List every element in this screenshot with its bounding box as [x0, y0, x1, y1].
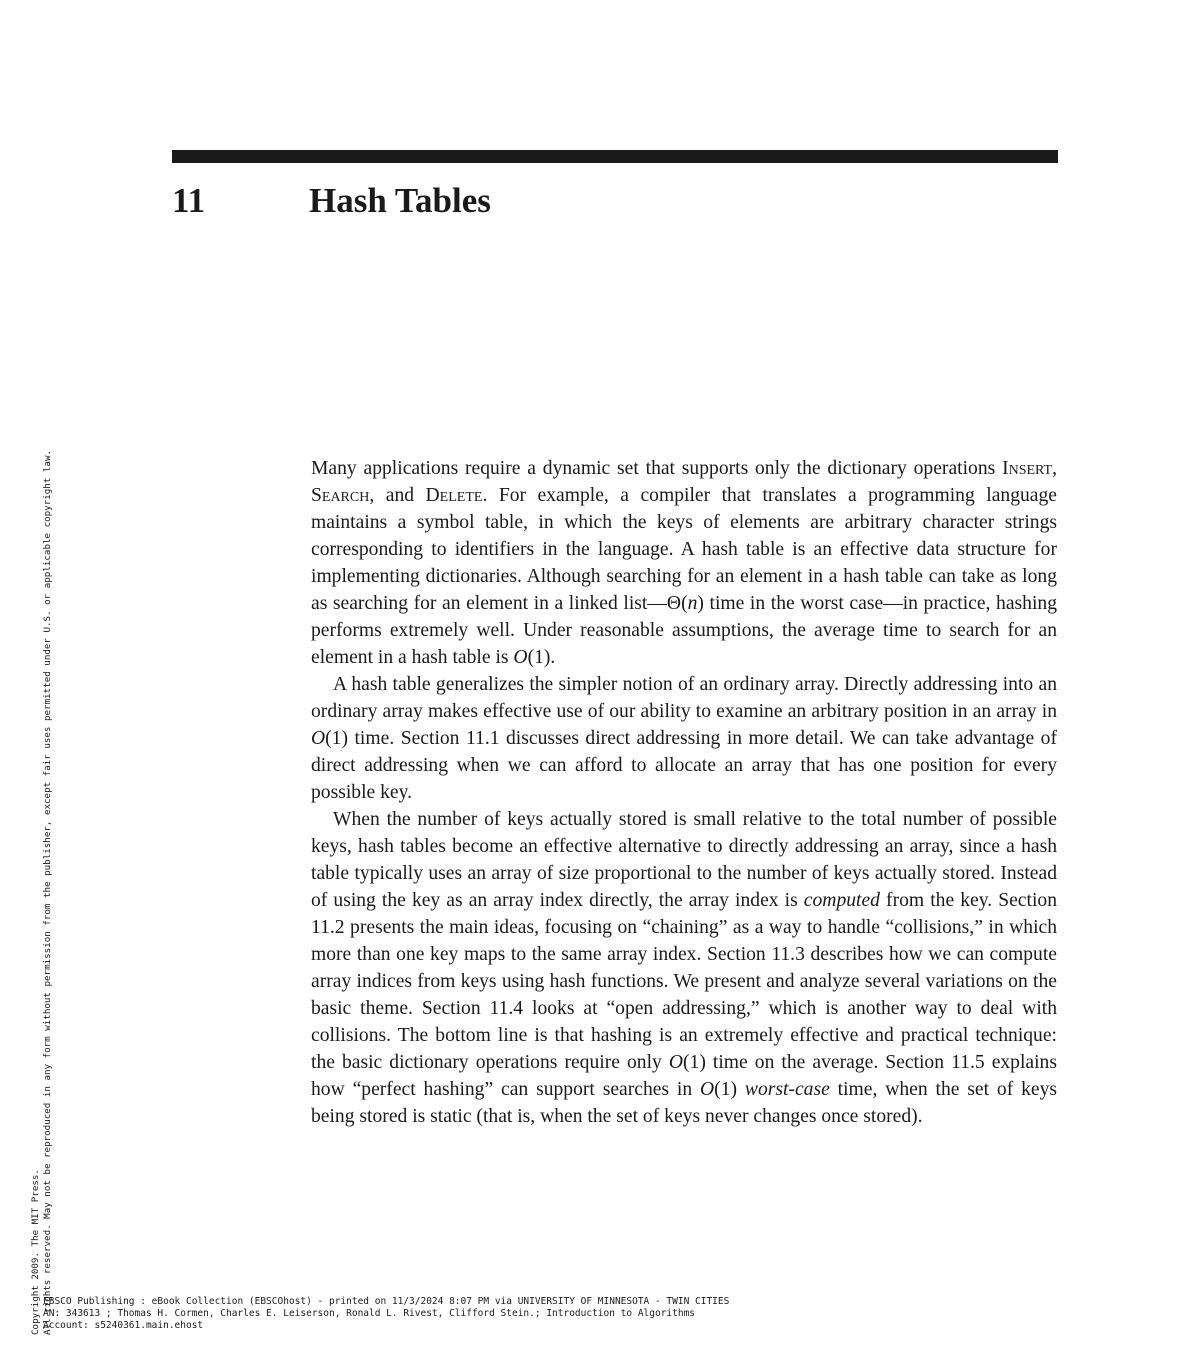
footer-line-2: AN: 343613 ; Thomas H. Cormen, Charles E. Leiserson, Ronald L. Rivest, Clifford Stein.; Introduction to Algorithms [43, 1308, 696, 1319]
text-run: ) time in the worst case—in practice, hashing performs extremely well. Under reasonable assumptions, the average time to search for an element in a hash table is [311, 593, 1057, 668]
operation-name: Delete [425, 485, 483, 506]
emphasis-text: n [687, 593, 698, 614]
footer-line-1: EBSCO Publishing : eBook Collection (EBSCOhost) - printed on 11/3/2024 8:07 PM via UNIVERSITY OF MINNESOTA - TWIN CITIES [43, 1296, 730, 1307]
emphasis-text: O [668, 1052, 684, 1073]
text-run: (1) [714, 1079, 745, 1100]
text-run: time, when the set of keys being stored is static (that is, when the set of keys never changes once stored). [311, 1079, 1057, 1127]
copyright-line-1: Copyright 2009. The MIT Press. [30, 1169, 41, 1335]
text-run: from the key. Section 11.2 presents the main ideas, focusing on “chaining” as a way to handle “collisions,” in which more than one key maps to the same array index. Section 11.3 describes how we can compute array indices from keys using hash functions. We present and analyze several variations on the basic theme. Section 11.4 looks at “open addressing,” which is another way to deal with collisions. The bottom line is that hashing is an extremely effective and practical technique: the basic dictionary operations require only [311, 890, 1057, 1073]
text-run: Many applications require a dynamic set that supports only the dictionary operations [311, 458, 1003, 479]
paragraph-3 [311, 806, 1057, 1130]
chapter-heading-rule [172, 150, 1058, 163]
text-run: When the number of keys actually stored is small relative to the total number of possible keys, hash tables become an effective alternative to directly addressing an array, since a hash table typically uses an array of size proportional to the number of keys actually stored. Instead of using the key as an array index directly, the array index is [311, 809, 1057, 911]
text-run: . For example, a compiler that translates a programming language maintains a symbol table, in which the keys of elements are arbitrary character strings corresponding to identifiers in the language. A hash table is an effective data structure for implementing dictionaries. Although searching for an element in a hash table can take as long as searching for an element in a linked list—Θ( [311, 485, 1057, 614]
chapter-title: Hash Tables [309, 181, 491, 220]
paragraph-1 [311, 455, 1057, 671]
footer-line-3: Account: s5240361.main.ehost [43, 1320, 204, 1331]
emphasis-text: O [513, 647, 528, 668]
emphasis-text: computed [803, 890, 880, 911]
text-run: A hash table generalizes the simpler notion of an ordinary array. Directly addressing into an ordinary array makes effective use of our ability to examine an arbitrary position in an array in [311, 674, 1057, 722]
text-run: , [1052, 458, 1057, 479]
text-run: , and [369, 485, 426, 506]
chapter-intro-text [311, 455, 1057, 1130]
emphasis-text: O [700, 1079, 715, 1100]
chapter-number: 11 [172, 181, 206, 220]
operation-name: Search [311, 485, 370, 506]
copyright-line-2: All rights reserved. May not be reproduced in any form without permission from the publisher, except fair uses permitted under U.S. or applicable copyright law. [42, 449, 53, 1335]
emphasis-text: worst-case [744, 1079, 830, 1100]
print-footer [43, 1296, 729, 1332]
text-run: (1) time. Section 11.1 discusses direct addressing in more detail. We can take advantage of direct addressing when we can afford to allocate an array that has one position for every possible key. [311, 728, 1057, 803]
text-run: (1). [527, 647, 556, 668]
text-run: (1) time on the average. Section 11.5 explains how “perfect hashing” can support searches in [311, 1052, 1057, 1100]
operation-name: Insert [1002, 458, 1053, 479]
emphasis-text: O [311, 728, 326, 749]
paragraph-2 [311, 671, 1057, 806]
copyright-notice [30, 130, 54, 1335]
